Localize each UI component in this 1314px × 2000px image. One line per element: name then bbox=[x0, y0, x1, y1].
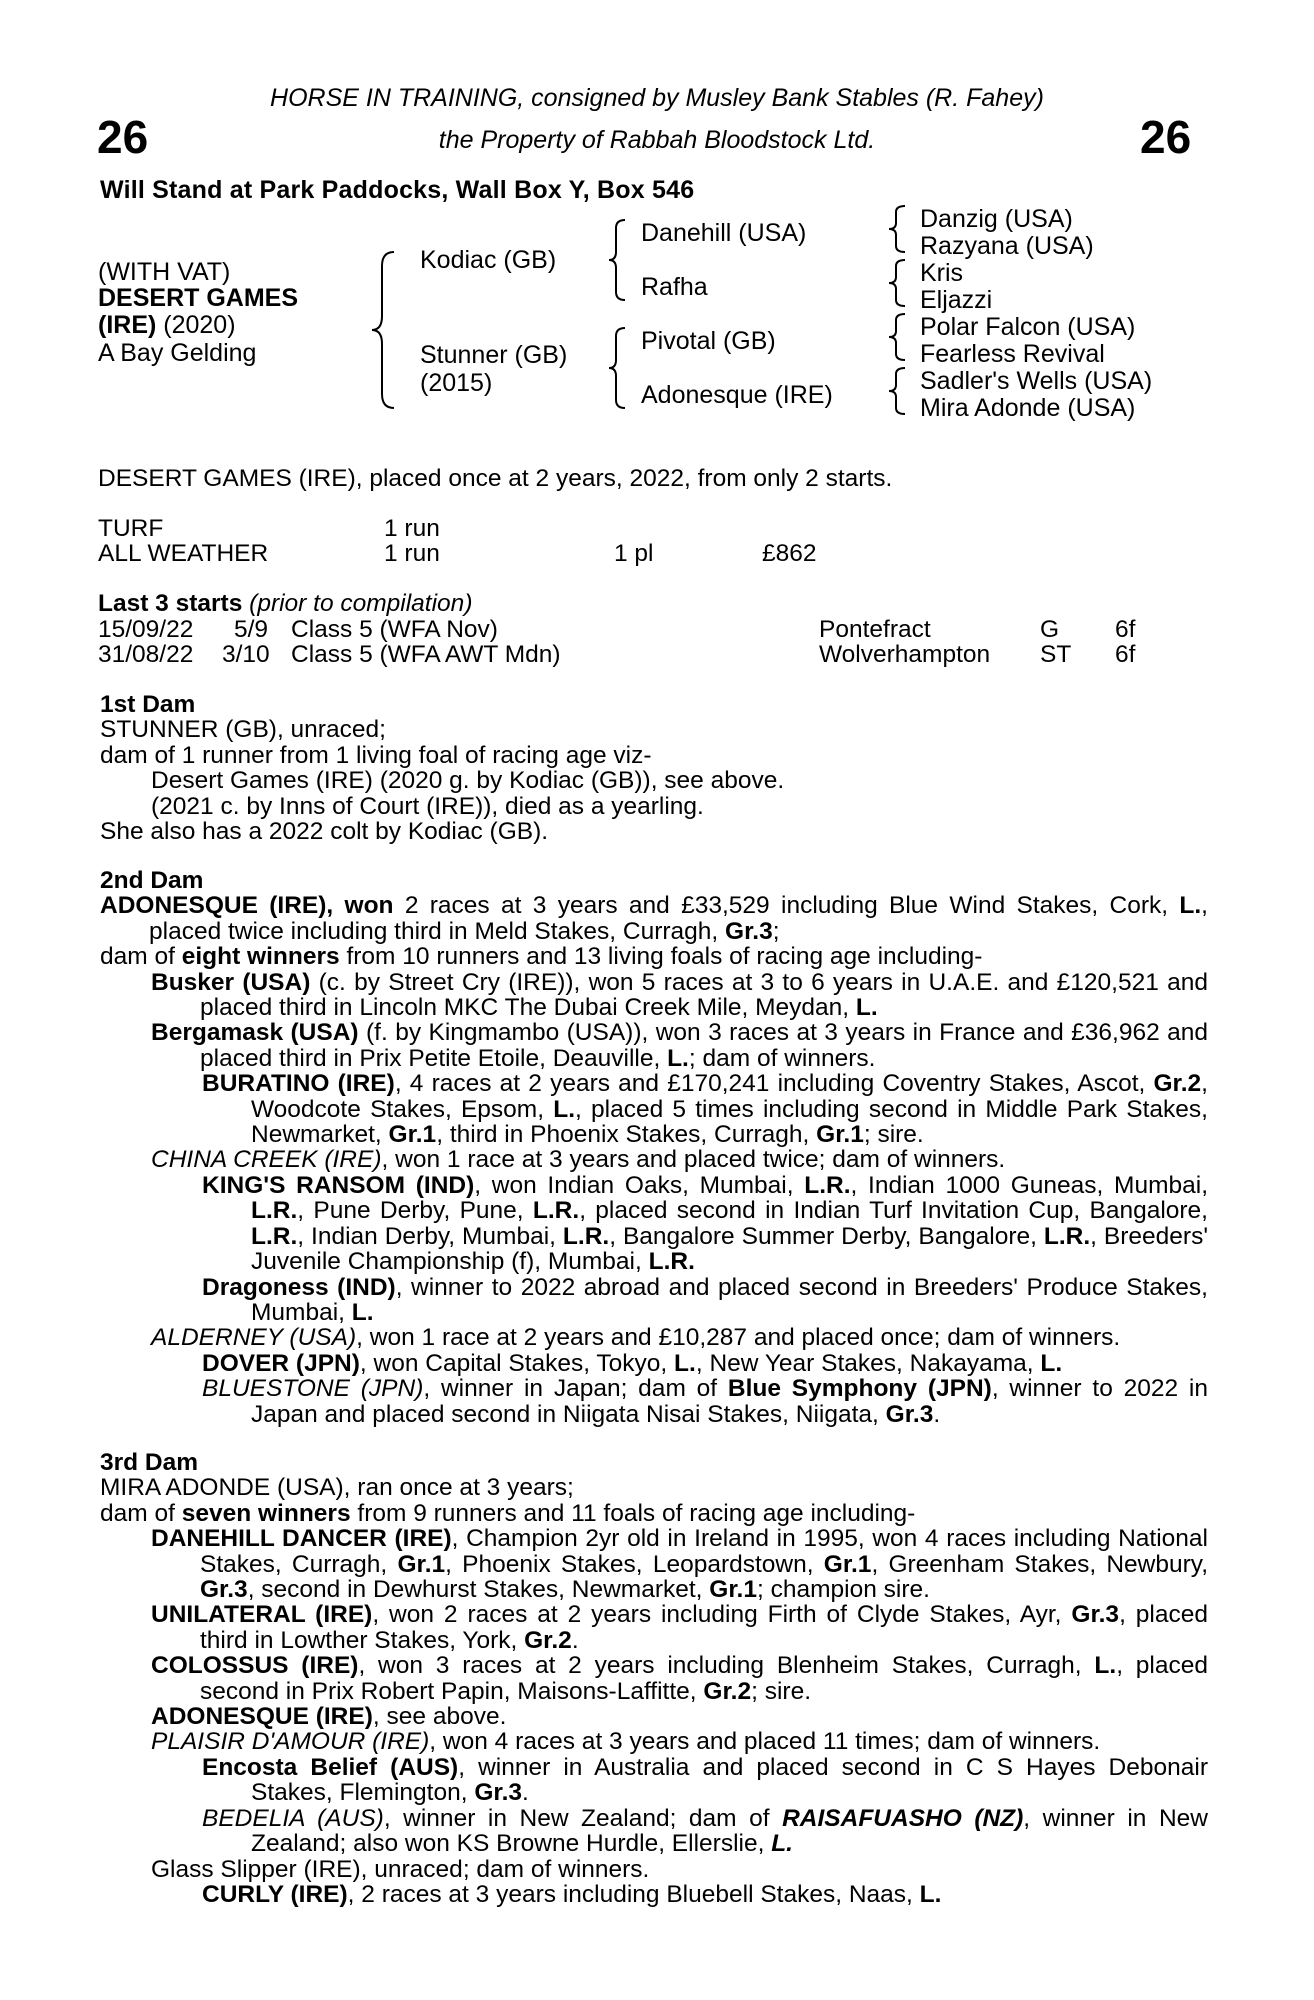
horse-description: A Bay Gelding bbox=[98, 339, 257, 367]
pedigree-g4-5: Polar Falcon (USA) bbox=[920, 313, 1136, 341]
progeny-danehill-dancer: DANEHILL DANCER (IRE), Champion 2yr old in Ireland in 1995, won 4 races including National Stakes, Curragh, Gr.1, Phoenix Stakes, Leopardstown, Gr.1, Greenham Stakes, Newbury, Gr.3, second in Dewhurst Stakes, Newmarket, Gr.1; champion sire. bbox=[151, 1525, 1209, 1604]
pedigree-g4-2: Razyana (USA) bbox=[920, 232, 1094, 260]
start-1-position: 5/9 bbox=[234, 616, 269, 643]
pedigree-dam: Stunner (GB) bbox=[420, 341, 568, 369]
start-2-date: 31/08/22 bbox=[98, 641, 194, 668]
pedigree-brace-dam bbox=[607, 326, 629, 410]
first-dam-section bbox=[100, 692, 1208, 844]
progeny-busker: Busker (USA) (c. by Street Cry (IRE)), won 5 races at 3 to 6 years in U.A.E. and £120,521 and placed third in Lincoln MKC The Dubai Creek Mile, Meydan, L. bbox=[151, 968, 1208, 1022]
progeny-kings-ransom: KING'S RANSOM (IND), won Indian Oaks, Mumbai, L.R., Indian 1000 Guneas, Mumbai, L.R., Pune Derby, Pune, L.R., placed second in Indian Turf Invitation Cup, Bangalore, L.R., Indian Derby, Mumbai, L.R., Bangalore Summer Derby, Bangalore, L.R., Breeders' Juvenile Championship (f), Mumbai, L.R. bbox=[202, 1171, 1208, 1276]
progeny-china-creek: CHINA CREEK (IRE), won 1 race at 3 years and placed twice; dam of winners. bbox=[151, 1146, 1006, 1174]
stand-location: Will Stand at Park Paddocks, Wall Box Y, Box 546 bbox=[100, 176, 695, 204]
third-dam-line: MIRA ADONDE (USA), ran once at 3 years; bbox=[100, 1474, 574, 1502]
progeny-glass-slipper: Glass Slipper (IRE), unraced; dam of winners. bbox=[151, 1855, 650, 1883]
pedigree-g4-3: Kris bbox=[920, 259, 964, 287]
record-aw-placed: 1 pl bbox=[614, 540, 654, 567]
pedigree-brace-g4-4 bbox=[887, 366, 909, 416]
property-line: the Property of Rabbah Bloodstock Ltd. bbox=[438, 126, 876, 154]
pedigree-g4-1: Danzig (USA) bbox=[920, 205, 1073, 233]
third-dam-produce: dam of seven winners from 9 runners and 11 foals of racing age including- bbox=[100, 1499, 916, 1527]
lot-number-right: 26 bbox=[1140, 111, 1192, 163]
first-dam-heading: 1st Dam bbox=[100, 691, 196, 718]
pedigree-sire: Kodiac (GB) bbox=[420, 246, 557, 274]
lot-number-left: 26 bbox=[97, 111, 149, 163]
progeny-curly: CURLY (IRE), 2 races at 3 years including Bluebell Stakes, Naas, L. bbox=[202, 1880, 942, 1908]
progeny-encosta-belief: Encosta Belief (AUS), winner in Australia and placed second in C S Hayes Debonair Stakes, Flemington, Gr.3. bbox=[202, 1753, 1208, 1807]
pedigree-brace-sire bbox=[607, 218, 629, 302]
horse-name: DESERT GAMES bbox=[98, 284, 299, 312]
progeny-colossus: COLOSSUS (IRE), won 3 races at 2 years including Blenheim Stakes, Curragh, L., placed second in Prix Robert Papin, Maisons-Laffitte, Gr.2; sire. bbox=[151, 1652, 1208, 1705]
progeny-bergamask: Bergamask (USA) (f. by Kingmambo (USA)), won 3 races at 3 years in France and £36,962 and placed third in Prix Petite Etoile, Deauville, L.; dam of winners. bbox=[151, 1019, 1208, 1072]
pedigree-g4-4: Eljazzi bbox=[920, 286, 993, 314]
third-dam-section bbox=[100, 1450, 1208, 1907]
second-dam-section bbox=[100, 868, 1208, 1427]
progeny-buratino: BURATINO (IRE), 4 races at 2 years and £170,241 including Coventry Stakes, Ascot, Gr.2, Woodcote Stakes, Epsom, L., placed 5 times including second in Middle Park Stakes, Newmarket, Gr.1, third in Phoenix Stakes, Curragh, Gr.1; sire. bbox=[202, 1070, 1208, 1149]
start-1-date: 15/09/22 bbox=[98, 616, 194, 643]
second-dam-heading: 2nd Dam bbox=[100, 867, 204, 894]
progeny-unilateral: UNILATERAL (IRE), won 2 races at 2 years including Firth of Clyde Stakes, Ayr, Gr.3, placed third in Lowther Stakes, York, Gr.2. bbox=[151, 1601, 1208, 1654]
pedigree-brace-g4-3 bbox=[887, 312, 909, 362]
first-dam-foal-2: (2021 c. by Inns of Court (IRE)), died as a yearling. bbox=[151, 792, 704, 820]
first-dam-line: STUNNER (GB), unraced; bbox=[100, 716, 386, 744]
progeny-dover: DOVER (JPN), won Capital Stakes, Tokyo, L., New Year Stakes, Nakayama, L. bbox=[202, 1349, 1063, 1377]
record-turf-runs: 1 run bbox=[384, 515, 440, 542]
progeny-dragoness: Dragoness (IND), winner to 2022 abroad and placed second in Breeders' Produce Stakes, Mumbai, L. bbox=[202, 1273, 1208, 1326]
record-aw-earnings: £862 bbox=[762, 540, 817, 567]
pedigree-dam-year: (2015) bbox=[420, 369, 493, 397]
start-2-course: Wolverhampton bbox=[819, 641, 991, 668]
pedigree-g4-6: Fearless Revival bbox=[920, 340, 1105, 368]
horse-origin-year: (IRE) (2020) bbox=[98, 311, 236, 339]
progeny-plaisir-damour: PLAISIR D'AMOUR (IRE), won 4 races at 3 years and placed 11 times; dam of winners. bbox=[151, 1728, 1101, 1756]
start-1-course: Pontefract bbox=[819, 616, 931, 643]
pedigree-g4-8: Mira Adonde (USA) bbox=[920, 394, 1136, 422]
second-dam-produce: dam of eight winners from 10 runners and 13 living foals of racing age including- bbox=[100, 943, 983, 971]
pedigree-dam-dam: Adonesque (IRE) bbox=[641, 381, 833, 409]
pedigree-dam-sire: Pivotal (GB) bbox=[641, 327, 776, 355]
pedigree-brace-main bbox=[370, 250, 400, 410]
first-dam-foal-1: Desert Games (IRE) (2020 g. by Kodiac (GB)), see above. bbox=[151, 767, 785, 795]
consignor-line: HORSE IN TRAINING, consigned by Musley Bank Stables (R. Fahey) bbox=[270, 84, 1044, 112]
start-2-race: Class 5 (WFA AWT Mdn) bbox=[291, 641, 561, 668]
pedigree-sire-dam: Rafha bbox=[641, 273, 708, 301]
first-dam-note: She also has a 2022 colt by Kodiac (GB). bbox=[100, 818, 549, 846]
record-aw-runs: 1 run bbox=[384, 540, 440, 567]
first-dam-produce: dam of 1 runner from 1 living foal of racing age viz- bbox=[100, 741, 652, 769]
race-summary: DESERT GAMES (IRE), placed once at 2 years, 2022, from only 2 starts. bbox=[98, 465, 893, 492]
third-dam-heading: 3rd Dam bbox=[100, 1449, 199, 1476]
progeny-adonesque: ADONESQUE (IRE), see above. bbox=[151, 1703, 507, 1731]
start-2-distance: 6f bbox=[1115, 641, 1136, 668]
record-aw-surface: ALL WEATHER bbox=[98, 540, 269, 567]
start-1-distance: 6f bbox=[1115, 616, 1136, 643]
pedigree-brace-g4-1 bbox=[887, 204, 909, 254]
record-turf-surface: TURF bbox=[98, 515, 164, 542]
last-starts-heading: Last 3 starts (prior to compilation) bbox=[98, 590, 473, 617]
second-dam-entry: ADONESQUE (IRE), won 2 races at 3 years and £33,529 including Blue Wind Stakes, Cork, L., placed twice including third in Meld Stakes, Curragh, Gr.3; bbox=[100, 892, 1208, 945]
start-1-race: Class 5 (WFA Nov) bbox=[291, 616, 498, 643]
progeny-bedelia: BEDELIA (AUS), winner in New Zealand; dam of RAISAFUASHO (NZ), winner in New Zealand; also won KS Browne Hurdle, Ellerslie, L. bbox=[202, 1804, 1208, 1858]
start-2-going: ST bbox=[1040, 641, 1072, 668]
progeny-alderney: ALDERNEY (USA), won 1 race at 2 years and £10,287 and placed once; dam of winners. bbox=[151, 1324, 1121, 1352]
vat-label: (WITH VAT) bbox=[98, 258, 231, 286]
pedigree-sire-sire: Danehill (USA) bbox=[641, 219, 807, 247]
start-2-position: 3/10 bbox=[222, 641, 270, 668]
pedigree-brace-g4-2 bbox=[887, 258, 909, 308]
start-1-going: G bbox=[1040, 616, 1060, 643]
progeny-bluestone: BLUESTONE (JPN), winner in Japan; dam of Blue Symphony (JPN), winner to 2022 in Japan and placed second in Niigata Nisai Stakes, Niigata, Gr.3. bbox=[202, 1375, 1208, 1428]
pedigree-g4-7: Sadler's Wells (USA) bbox=[920, 367, 1153, 395]
